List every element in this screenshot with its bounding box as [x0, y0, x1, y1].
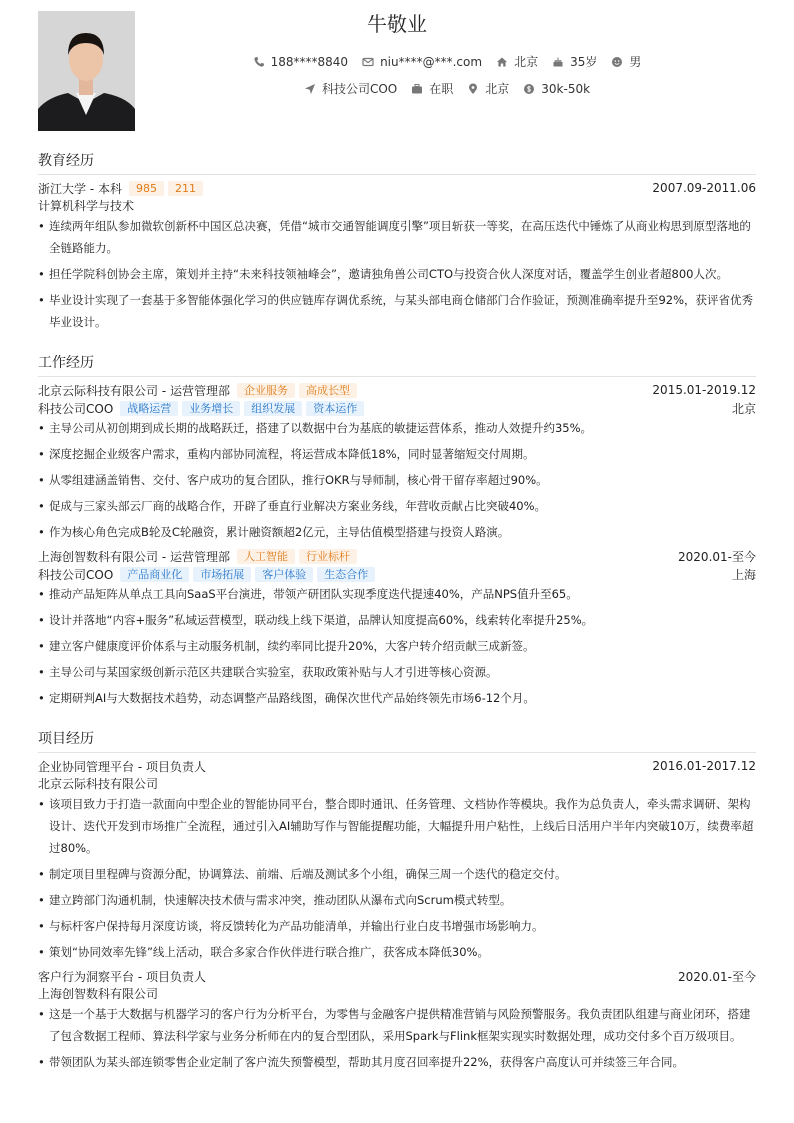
- major: 计算机科学与技术: [38, 199, 135, 213]
- briefcase-icon: [411, 83, 423, 95]
- send-icon: [304, 83, 316, 95]
- education-entry: [38, 179, 756, 337]
- work-bullets: [38, 417, 756, 543]
- gender-item: [611, 53, 641, 70]
- list-item: • 定期研判AI与大数据技术趋势，动态调整产品路线图，确保次世代产品始终领先市场6-12个月。: [38, 687, 756, 709]
- job-role: 科技公司COO: [38, 401, 114, 416]
- project-name: 客户行为洞察平台 - 项目负责人: [38, 969, 206, 984]
- education-header: [38, 179, 756, 197]
- project-company: 北京云际科技有限公司: [38, 777, 159, 791]
- work-entry: [38, 381, 756, 547]
- project-entry: [38, 967, 756, 1077]
- project-date: 2016.01-2017.12: [652, 759, 756, 773]
- list-item: • 从零组建涵盖销售、交付、客户成功的复合团队，推行OKR与导师制，核心骨干留存率超过90%。: [38, 469, 756, 491]
- school-tag: 985: [129, 181, 164, 196]
- company-tag: 行业标杆: [299, 549, 357, 564]
- skill-tag: 组织发展: [244, 401, 302, 416]
- skill-tag: 业务增长: [182, 401, 240, 416]
- list-item: • 主导公司与某国家级创新示范区共建联合实验室，获取政策补贴与人才引进等核心资源。: [38, 661, 756, 683]
- phone-text: 188****8840: [270, 54, 349, 69]
- target-role-item: [304, 80, 397, 97]
- age-text: 35岁: [570, 55, 598, 69]
- target-city-item: [467, 80, 509, 97]
- skill-tag: 市场拓展: [193, 567, 251, 582]
- work-section-title: 工作经历: [38, 352, 756, 377]
- gender-icon: [611, 56, 623, 68]
- skill-tag: 资本运作: [306, 401, 364, 416]
- education-section-title: 教育经历: [38, 150, 756, 175]
- candidate-name: 牛敬业: [367, 12, 427, 36]
- list-item: • 策划“协同效率先锋”线上活动，联合多家合作伙伴进行联合推广，获客成本降低30%。: [38, 941, 756, 963]
- company-name: 上海创智数科有限公司 - 运营管理部: [38, 549, 230, 564]
- work-date: 2020.01-至今: [678, 549, 756, 564]
- city-text: 北京: [514, 55, 539, 69]
- list-item: • 建立客户健康度评价体系与主动服务机制，续约率同比提升20%，大客户转介绍贡献三成新签。: [38, 635, 756, 657]
- school-tag: 211: [168, 181, 203, 196]
- list-item: • 带领团队为某头部连锁零售企业定制了客户流失预警模型，帮助其月度召回率提升22%，获得客户高度认可并续签三年合同。: [38, 1051, 756, 1073]
- list-item: • 深度挖掘企业级客户需求，重构内部协同流程，将运营成本降低18%，同时显著缩短交付周期。: [38, 443, 756, 465]
- list-item: • 主导公司从初创期到成长期的战略跃迁，搭建了以数据中台为基底的敏捷运营体系，推动人效提升约35%。: [38, 417, 756, 439]
- school-name: 浙江大学 - 本科: [38, 181, 122, 196]
- list-item: • 作为核心角色完成B轮及C轮融资，累计融资额超2亿元，主导估值模型搭建与投资人路演。: [38, 521, 756, 543]
- phone-item: [253, 55, 348, 69]
- gender-text: 男: [629, 55, 642, 69]
- list-item: • 连续两年组队参加微软创新杯中国区总决赛，凭借“城市交通智能调度引擎”项目斩获一等奖，在高压迭代中锤炼了从商业构思到原型落地的全链路能力。: [38, 215, 756, 259]
- cake-icon: [552, 56, 564, 68]
- projects-section-title: 项目经历: [38, 728, 756, 753]
- project-entry: [38, 757, 756, 967]
- salary-text: 30k-50k: [541, 81, 591, 96]
- skill-tag: 客户体验: [255, 567, 313, 582]
- project-header: [38, 757, 756, 775]
- company-tag: 企业服务: [237, 383, 295, 398]
- target-city-text: 北京: [485, 82, 510, 96]
- home-icon: [496, 56, 508, 68]
- intent-row: [148, 80, 746, 97]
- work-header: [38, 547, 756, 565]
- work-header: [38, 381, 756, 399]
- skill-tag: 产品商业化: [120, 567, 189, 582]
- money-icon: [523, 83, 535, 95]
- project-header: [38, 967, 756, 985]
- work-date: 2015.01-2019.12: [652, 383, 756, 397]
- company-tag: 高成长型: [299, 383, 357, 398]
- list-item: • 制定项目里程碑与资源分配，协调算法、前端、后端及测试多个小组，确保三周一个迭代的稳定交付。: [38, 863, 756, 885]
- list-item: • 担任学院科创协会主席，策划并主持“未来科技领袖峰会”，邀请独角兽公司CTO与投资合伙人深度对话，覆盖学生创业者超800人次。: [38, 263, 756, 285]
- work-location: 北京: [731, 401, 756, 416]
- project-bullets: [38, 1003, 756, 1073]
- list-item: • 与标杆客户保持每月深度访谈，将反馈转化为产品功能清单，并输出行业白皮书增强市场影响力。: [38, 915, 756, 937]
- phone-icon: [253, 56, 265, 68]
- city-item: [496, 53, 538, 70]
- email-item: [362, 55, 482, 69]
- status-item: [411, 80, 453, 97]
- list-item: • 这是一个基于大数据与机器学习的客户行为分析平台，为零售与金融客户提供精准营销与风险预警服务。我负责团队组建与商业闭环，搭建了包含数据工程师、算法科学家与业务分析师在内的复合型团队，采用Spark与Flink框架实现实时数据处理，成功交付多个百万级项目。: [38, 1003, 756, 1047]
- work-location: 上海: [731, 567, 756, 582]
- work-role-row: [38, 399, 756, 417]
- list-item: • 促成与三家头部云厂商的战略合作，开辟了垂直行业解决方案业务线，年营收贡献占比突破40%。: [38, 495, 756, 517]
- skill-tag: 战略运营: [120, 401, 178, 416]
- contact-row: [148, 53, 746, 70]
- list-item: • 毕业设计实现了一套基于多智能体强化学习的供应链库存调优系统，与某头部电商仓储部门合作验证，预测准确率提升至92%，获评省优秀毕业设计。: [38, 289, 756, 333]
- education-date: 2007.09-2011.06: [652, 181, 756, 195]
- age-item: [552, 53, 597, 70]
- work-bullets: [38, 583, 756, 709]
- salary-item: [523, 82, 590, 96]
- mail-icon: [362, 56, 374, 68]
- skill-tag: 生态合作: [317, 567, 375, 582]
- list-item: • 该项目致力于打造一款面向中型企业的智能协同平台，整合即时通讯、任务管理、文档协作等模块。我作为总负责人，牵头需求调研、架构设计、迭代开发到市场推广全流程，通过引入AI辅助写作与智能提醒功能，大幅提升用户粘性，上线后日活用户半年内突破10万，续费率超过80%。: [38, 793, 756, 859]
- project-name: 企业协同管理平台 - 项目负责人: [38, 759, 206, 774]
- company-tag: 人工智能: [237, 549, 295, 564]
- project-date: 2020.01-至今: [678, 969, 756, 984]
- company-name: 北京云际科技有限公司 - 运营管理部: [38, 383, 230, 398]
- education-bullets: [38, 215, 756, 333]
- list-item: • 推动产品矩阵从单点工具向SaaS平台演进，带领产研团队实现季度迭代提速40%，产品NPS值升至65。: [38, 583, 756, 605]
- project-bullets: [38, 793, 756, 963]
- email-text: niu****@***.com: [380, 54, 483, 69]
- project-company: 上海创智数科有限公司: [38, 987, 159, 1001]
- job-role: 科技公司COO: [38, 567, 114, 582]
- list-item: • 建立跨部门沟通机制，快速解决技术债与需求冲突，推动团队从瀑布式向Scrum模式转型。: [38, 889, 756, 911]
- work-entry: [38, 547, 756, 713]
- location-pin-icon: [467, 83, 479, 95]
- work-role-row: [38, 565, 756, 583]
- list-item: • 设计并落地“内容+服务”私域运营模型，联动线上线下渠道，品牌认知度提高60%，线索转化率提升25%。: [38, 609, 756, 631]
- status-text: 在职: [429, 82, 454, 96]
- target-role-text: 科技公司COO: [321, 82, 398, 96]
